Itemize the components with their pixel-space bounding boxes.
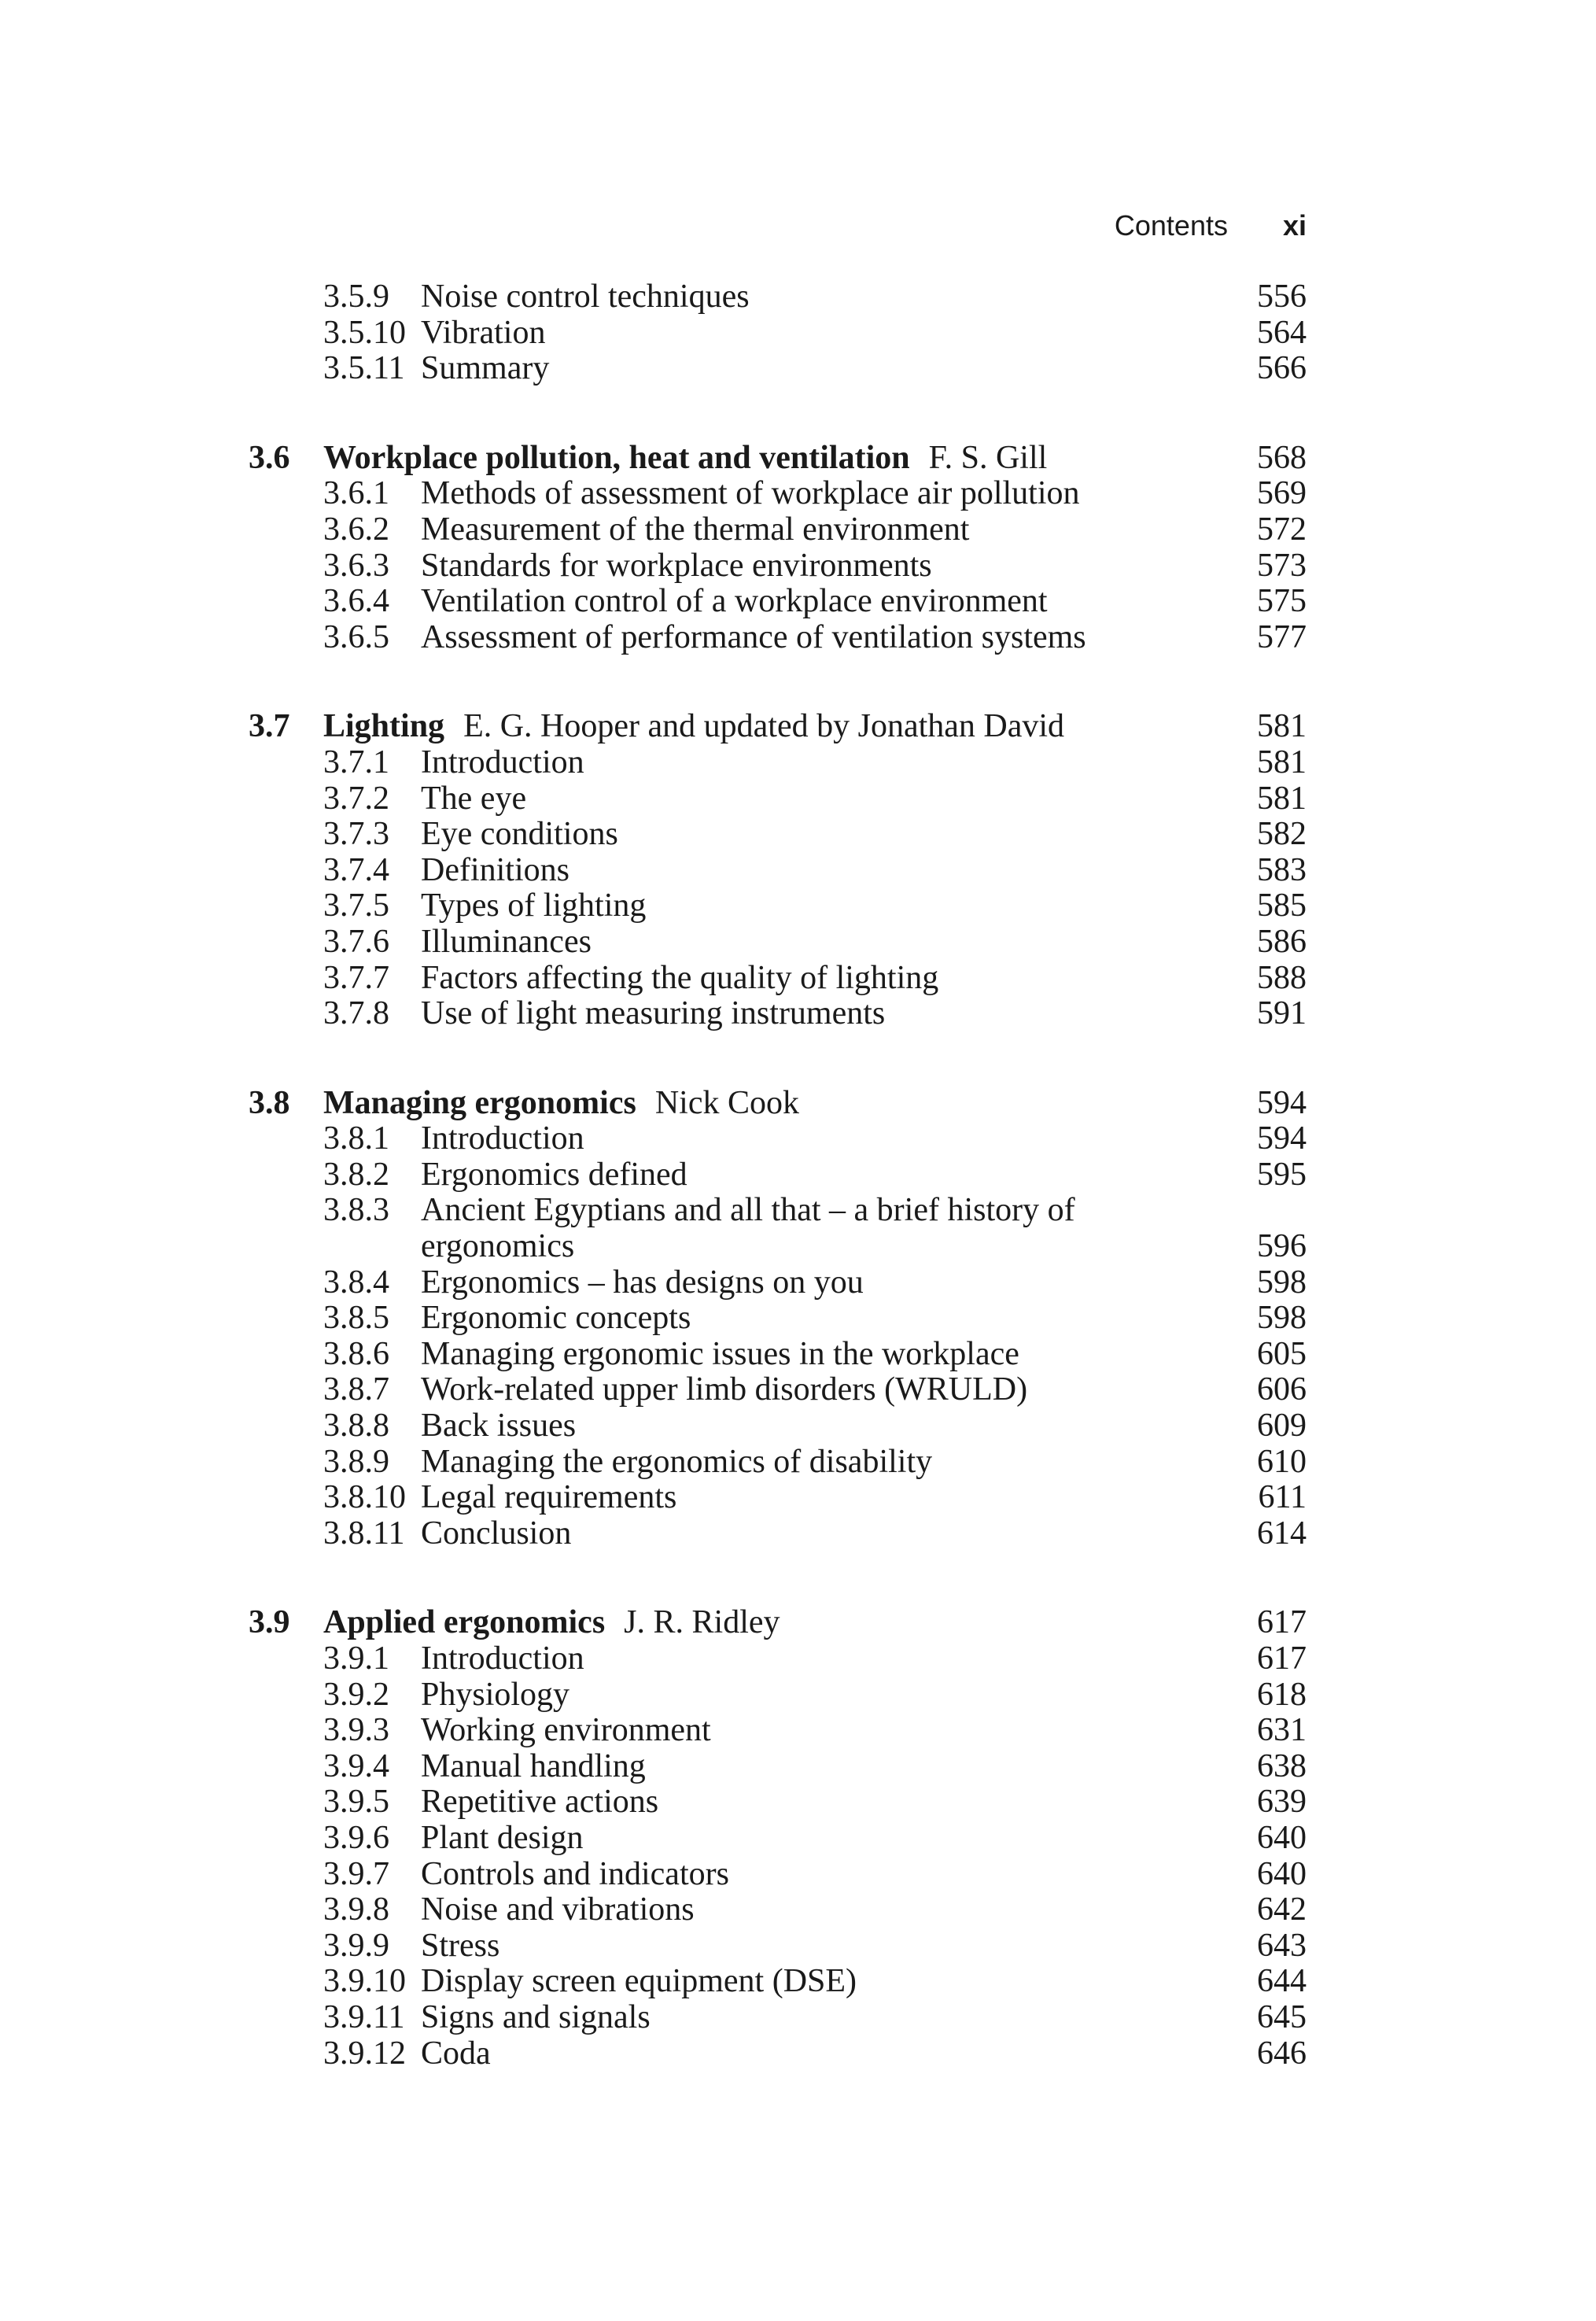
entry-page: 586 [1257, 923, 1307, 960]
toc-entry [249, 1372, 1307, 1408]
entry-page: 598 [1257, 1300, 1307, 1337]
entry-page: 638 [1257, 1747, 1307, 1784]
section-page: 594 [1257, 1084, 1307, 1121]
entry-page: 605 [1257, 1335, 1307, 1372]
toc-entry [249, 1265, 1307, 1301]
entry-number: 3.8.2 [323, 1156, 389, 1193]
toc-entry [249, 1677, 1307, 1714]
section-author: E. G. Hooper and updated by Jonathan David [463, 708, 1065, 745]
toc-entry [249, 1928, 1307, 1965]
entry-page: 617 [1257, 1640, 1307, 1677]
entry-page: 588 [1257, 959, 1307, 996]
entry-number: 3.8.5 [323, 1300, 389, 1337]
toc-entry [249, 351, 1307, 387]
toc-entry [249, 2000, 1307, 2036]
entry-title: Ergonomic concepts [421, 1300, 691, 1337]
entry-title: The eye [421, 780, 527, 817]
entry-page: 645 [1257, 1998, 1307, 2035]
entry-page: 583 [1257, 851, 1307, 888]
entry-title: Eye conditions [421, 816, 618, 853]
entry-page: 642 [1257, 1891, 1307, 1928]
entry-number: 3.9.2 [323, 1676, 389, 1713]
toc-entry [249, 996, 1307, 1032]
section-title: Lighting [323, 708, 445, 745]
entry-title: Coda [421, 2035, 491, 2072]
toc-entry [249, 620, 1307, 656]
section-author: J. R. Ridley [624, 1604, 780, 1641]
toc-entry [249, 2036, 1307, 2072]
section-number: 3.7 [249, 708, 290, 745]
entry-number: 3.9.8 [323, 1891, 389, 1928]
toc-entry [249, 745, 1307, 781]
entry-page: 569 [1257, 475, 1307, 512]
toc-entry [249, 853, 1307, 889]
entry-page: 644 [1257, 1963, 1307, 2000]
entry-page: 611 [1258, 1479, 1307, 1516]
entry-page: 609 [1257, 1408, 1307, 1445]
entry-title: Manual handling [421, 1747, 646, 1784]
entry-number: 3.9.10 [323, 1963, 406, 2000]
entry-title: Managing ergonomic issues in the workplace [421, 1335, 1019, 1372]
entry-number: 3.8.3 [323, 1192, 389, 1229]
page-number: xi [1282, 209, 1307, 242]
entry-number: 3.7.8 [323, 995, 389, 1032]
entry-title: Work-related upper limb disorders (WRULD) [421, 1371, 1028, 1408]
entry-page: 556 [1257, 279, 1307, 315]
entry-page: 573 [1257, 547, 1307, 584]
entry-title: Working environment [421, 1712, 711, 1749]
toc-entry [249, 1857, 1307, 1893]
section-title: Workplace pollution, heat and ventilation [323, 439, 910, 476]
toc-entry [249, 279, 1307, 315]
entry-number: 3.8.1 [323, 1120, 389, 1157]
entry-page: 640 [1257, 1855, 1307, 1892]
toc-entry [249, 548, 1307, 585]
entry-title: Measurement of the thermal environment [421, 511, 970, 548]
toc-entry [249, 1193, 1307, 1229]
toc-entry [249, 817, 1307, 853]
toc-entry [249, 888, 1307, 924]
section-author: Nick Cook [654, 1084, 799, 1121]
entry-number: 3.6.5 [323, 618, 389, 655]
toc-entry [249, 1641, 1307, 1677]
toc-entry [249, 1964, 1307, 2000]
entry-number: 3.9.5 [323, 1784, 389, 1821]
section-title-group [323, 441, 1047, 477]
entry-title: Summary [421, 350, 550, 387]
entry-title: Repetitive actions [421, 1784, 659, 1821]
entry-page: 581 [1257, 780, 1307, 817]
section-number: 3.9 [249, 1604, 290, 1641]
entry-page: 596 [1257, 1228, 1307, 1265]
section-author: F. S. Gill [928, 439, 1048, 476]
toc-entry [249, 1301, 1307, 1337]
entry-number: 3.7.3 [323, 816, 389, 853]
entry-title: Definitions [421, 851, 569, 888]
entry-number: 3.8.8 [323, 1408, 389, 1445]
entry-page: 640 [1257, 1819, 1307, 1856]
entry-number: 3.9.11 [323, 1998, 405, 2035]
entry-title: Use of light measuring instruments [421, 995, 886, 1032]
section-number: 3.8 [249, 1084, 290, 1121]
entry-number: 3.5.9 [323, 279, 389, 315]
entry-page: 646 [1257, 2035, 1307, 2072]
toc-entry [249, 584, 1307, 620]
entry-number: 3.8.6 [323, 1335, 389, 1372]
entry-page: 610 [1257, 1443, 1307, 1480]
toc-entry [249, 924, 1307, 961]
section-heading [249, 1605, 1307, 1641]
entry-title: Ventilation control of a workplace environment [421, 583, 1048, 620]
entry-number: 3.5.10 [323, 314, 406, 351]
section-spacer [249, 387, 1307, 441]
toc-entry [249, 1784, 1307, 1821]
entry-page: 595 [1257, 1156, 1307, 1193]
toc-entry [249, 1121, 1307, 1157]
entry-title: Introduction [421, 1640, 584, 1677]
toc-entry [249, 476, 1307, 512]
toc-entry [249, 512, 1307, 548]
entry-page: 581 [1257, 744, 1307, 780]
toc-entry [249, 1408, 1307, 1445]
entry-page: 614 [1257, 1515, 1307, 1552]
entry-number: 3.6.3 [323, 547, 389, 584]
section-page: 581 [1257, 708, 1307, 745]
entry-page: 564 [1257, 314, 1307, 351]
entry-title: Noise control techniques [421, 279, 750, 315]
entry-title: Physiology [421, 1676, 570, 1713]
entry-title: Plant design [421, 1819, 584, 1856]
section-title-group [323, 1086, 799, 1122]
entry-title: Ancient Egyptians and all that – a brief history of [421, 1192, 1075, 1229]
entry-number: 3.7.5 [323, 887, 389, 924]
entry-title: Managing the ergonomics of disability [421, 1443, 933, 1480]
toc-entry [249, 1821, 1307, 1857]
entry-number: 3.8.10 [323, 1479, 406, 1516]
toc-entry [249, 1713, 1307, 1749]
entry-title: Methods of assessment of workplace air pollution [421, 475, 1080, 512]
toc-entry [249, 1749, 1307, 1785]
entry-page: 577 [1257, 618, 1307, 655]
toc-entry [249, 1229, 1307, 1265]
entry-number: 3.9.4 [323, 1747, 389, 1784]
entry-page: 566 [1257, 350, 1307, 387]
entry-page: 643 [1257, 1927, 1307, 1964]
entry-title: ergonomics [421, 1228, 575, 1265]
entry-title: Legal requirements [421, 1479, 677, 1516]
section-heading [249, 1086, 1307, 1122]
section-title-group [323, 1605, 780, 1641]
section-page: 617 [1257, 1604, 1307, 1641]
toc-entry [249, 781, 1307, 817]
table-of-contents [249, 279, 1307, 2072]
entry-page: 606 [1257, 1371, 1307, 1408]
entry-title: Display screen equipment (DSE) [421, 1963, 857, 2000]
entry-title: Ergonomics defined [421, 1156, 687, 1193]
entry-title: Assessment of performance of ventilation systems [421, 618, 1086, 655]
entry-page: 572 [1257, 511, 1307, 548]
toc-entry [249, 961, 1307, 997]
section-title-group [323, 709, 1064, 745]
running-head [1115, 206, 1307, 245]
section-page: 568 [1257, 439, 1307, 476]
toc-entry [249, 1337, 1307, 1373]
entry-title: Types of lighting [421, 887, 647, 924]
entry-page: 631 [1257, 1712, 1307, 1749]
entry-number: 3.5.11 [323, 350, 405, 387]
entry-title: Illuminances [421, 923, 592, 960]
entry-page: 585 [1257, 887, 1307, 924]
entry-number: 3.8.11 [323, 1515, 405, 1552]
toc-entry [249, 1480, 1307, 1516]
entry-number: 3.7.1 [323, 744, 389, 780]
entry-number: 3.9.6 [323, 1819, 389, 1856]
entry-page: 582 [1257, 816, 1307, 853]
entry-title: Introduction [421, 1120, 584, 1157]
entry-number: 3.8.4 [323, 1264, 389, 1301]
toc-entry [249, 1157, 1307, 1194]
section-spacer [249, 1032, 1307, 1086]
toc-entry [249, 315, 1307, 352]
toc-entry [249, 1892, 1307, 1928]
entry-number: 3.7.4 [323, 851, 389, 888]
entry-number: 3.9.3 [323, 1712, 389, 1749]
entry-page: 594 [1257, 1120, 1307, 1157]
entry-number: 3.8.7 [323, 1371, 389, 1408]
toc-entry [249, 1445, 1307, 1481]
entry-number: 3.9.9 [323, 1927, 389, 1964]
entry-page: 639 [1257, 1784, 1307, 1821]
entry-title: Factors affecting the quality of lighting [421, 959, 939, 996]
section-heading [249, 441, 1307, 477]
entry-number: 3.6.2 [323, 511, 389, 548]
entry-page: 591 [1257, 995, 1307, 1032]
section-number: 3.6 [249, 439, 290, 476]
entry-title: Ergonomics – has designs on you [421, 1264, 864, 1301]
entry-title: Conclusion [421, 1515, 572, 1552]
entry-number: 3.9.12 [323, 2035, 406, 2072]
entry-title: Noise and vibrations [421, 1891, 695, 1928]
toc-entry [249, 1516, 1307, 1552]
section-heading [249, 709, 1307, 745]
entry-page: 598 [1257, 1264, 1307, 1301]
entry-number: 3.6.4 [323, 583, 389, 620]
entry-number: 3.8.9 [323, 1443, 389, 1480]
entry-title: Back issues [421, 1408, 577, 1445]
entry-number: 3.7.6 [323, 923, 389, 960]
entry-title: Introduction [421, 744, 584, 780]
entry-page: 618 [1257, 1676, 1307, 1713]
entry-page: 575 [1257, 583, 1307, 620]
entry-number: 3.9.7 [323, 1855, 389, 1892]
entry-title: Standards for workplace environments [421, 547, 932, 584]
entry-number: 3.6.1 [323, 475, 389, 512]
entry-number: 3.7.2 [323, 780, 389, 817]
entry-title: Vibration [421, 314, 546, 351]
section-title: Managing ergonomics [323, 1084, 636, 1121]
section-title: Applied ergonomics [323, 1604, 606, 1641]
section-spacer [249, 1552, 1307, 1605]
entry-title: Controls and indicators [421, 1855, 729, 1892]
entry-number: 3.9.1 [323, 1640, 389, 1677]
running-head-title: Contents [1114, 209, 1228, 242]
entry-title: Stress [421, 1927, 500, 1964]
section-spacer [249, 655, 1307, 709]
entry-number: 3.7.7 [323, 959, 389, 996]
entry-title: Signs and signals [421, 1998, 651, 2035]
